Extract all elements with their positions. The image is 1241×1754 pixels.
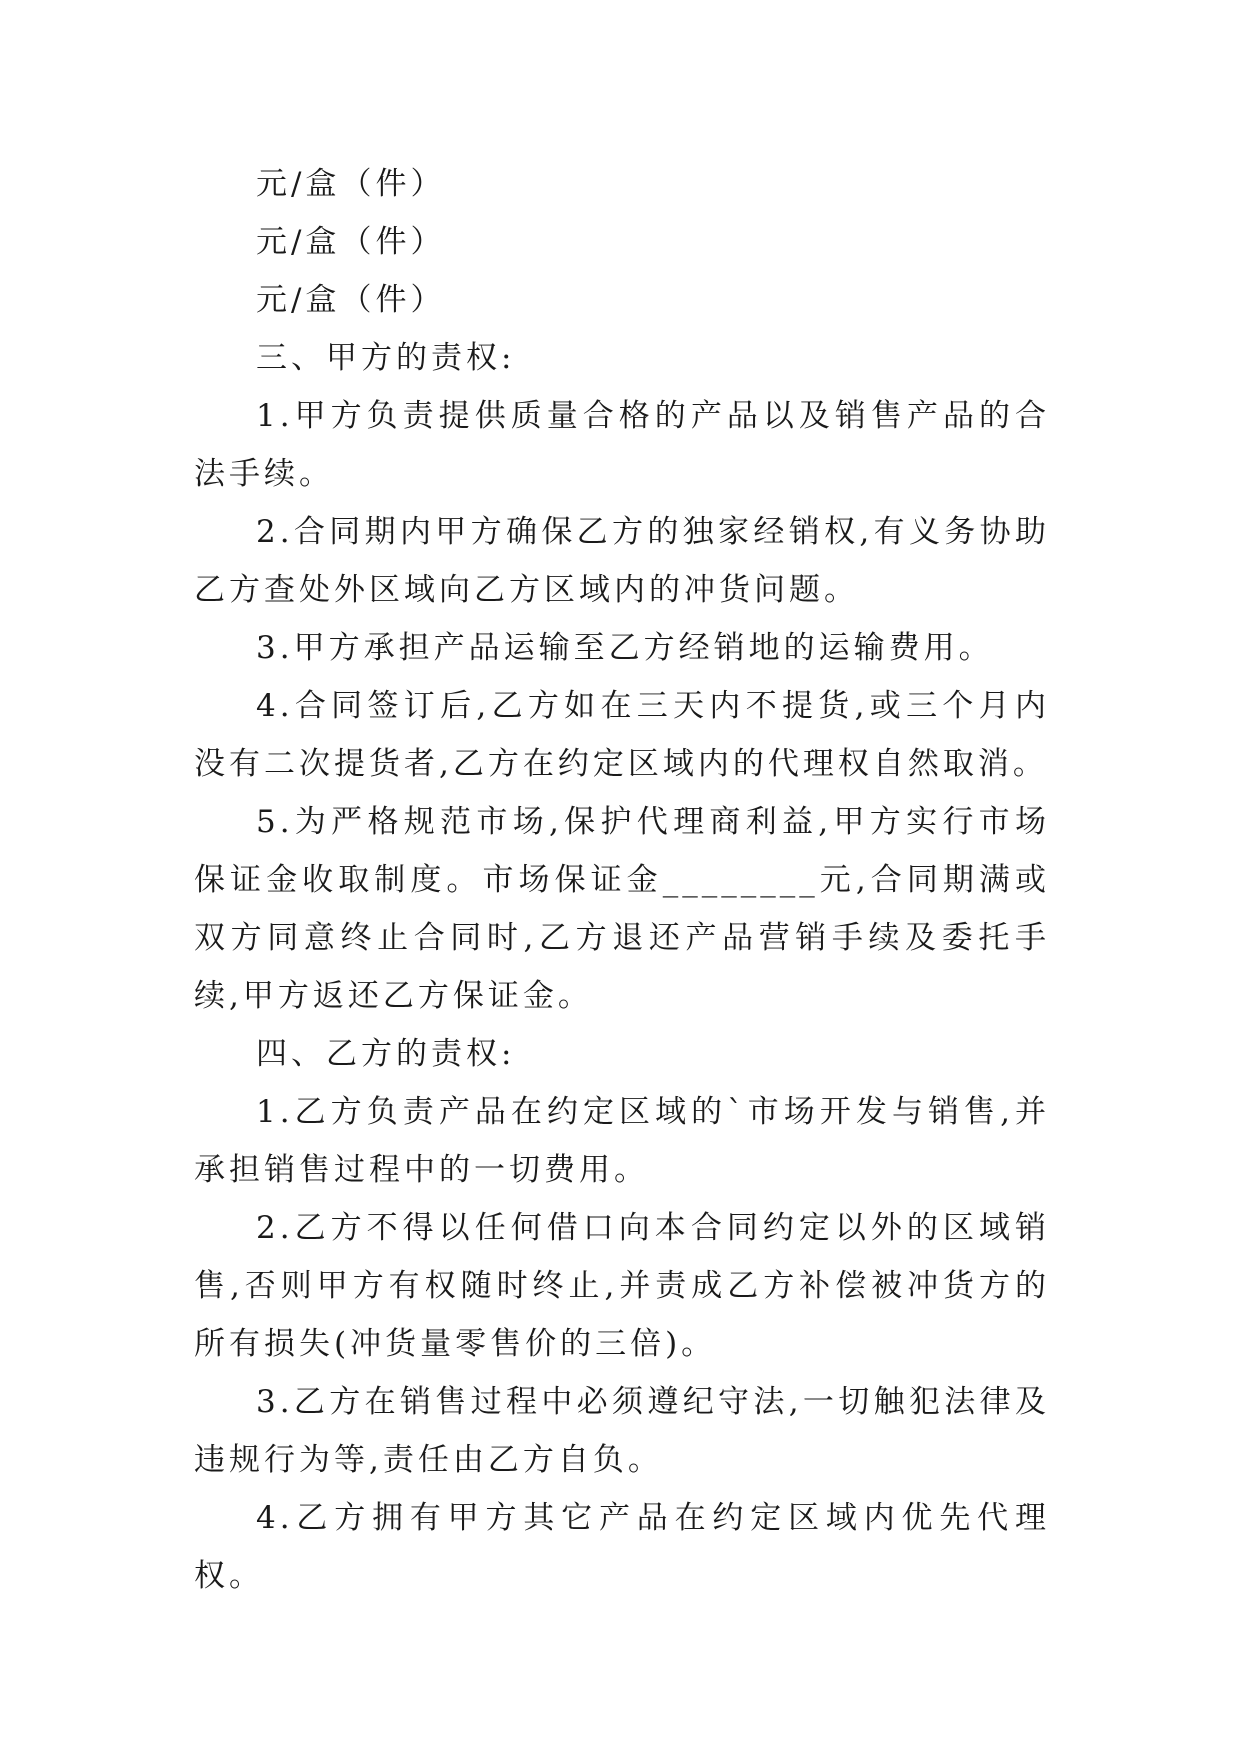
section-4-item-3: 3.乙方在销售过程中必须遵纪守法,一切触犯法律及违规行为等,责任由乙方自负。 bbox=[194, 1384, 1050, 1478]
section-4-item-2: 2.乙方不得以任何借口向本合同约定以外的区域销售,否则甲方有权随时终止,并责成乙方补偿被冲货方的所有损失(冲货量零售价的三倍)。 bbox=[194, 1210, 1050, 1362]
section-4-item-4: 4.乙方拥有甲方其它产品在约定区域内优先代理权。 bbox=[194, 1500, 1050, 1594]
price-line: 元/盒（件） bbox=[256, 166, 446, 202]
price-line: 元/盒（件） bbox=[256, 282, 446, 318]
section-3-heading: 三、甲方的责权: bbox=[256, 340, 516, 376]
document-page bbox=[194, 155, 1050, 1605]
section-4-item-1: 1.乙方负责产品在约定区域的`市场开发与销售,并承担销售过程中的一切费用。 bbox=[194, 1094, 1050, 1188]
price-line: 元/盒（件） bbox=[256, 224, 446, 260]
section-3-item-3: 3.甲方承担产品运输至乙方经销地的运输费用。 bbox=[256, 630, 994, 666]
section-3-item-4: 4.合同签订后,乙方如在三天内不提货,或三个月内没有二次提货者,乙方在约定区域内的代理权自然取消。 bbox=[194, 688, 1050, 782]
section-3-item-5: 5.为严格规范市场,保护代理商利益,甲方实行市场保证金收取制度。市场保证金________元,合同期满或双方同意终止合同时,乙方退还产品营销手续及委托手续,甲方返还乙方保证金。 bbox=[194, 804, 1050, 1014]
section-4-heading: 四、乙方的责权: bbox=[256, 1036, 516, 1072]
section-3-item-1: 1.甲方负责提供质量合格的产品以及销售产品的合法手续。 bbox=[194, 398, 1050, 492]
section-3-item-2: 2.合同期内甲方确保乙方的独家经销权,有义务协助乙方查处外区域向乙方区域内的冲货问题。 bbox=[194, 514, 1050, 608]
